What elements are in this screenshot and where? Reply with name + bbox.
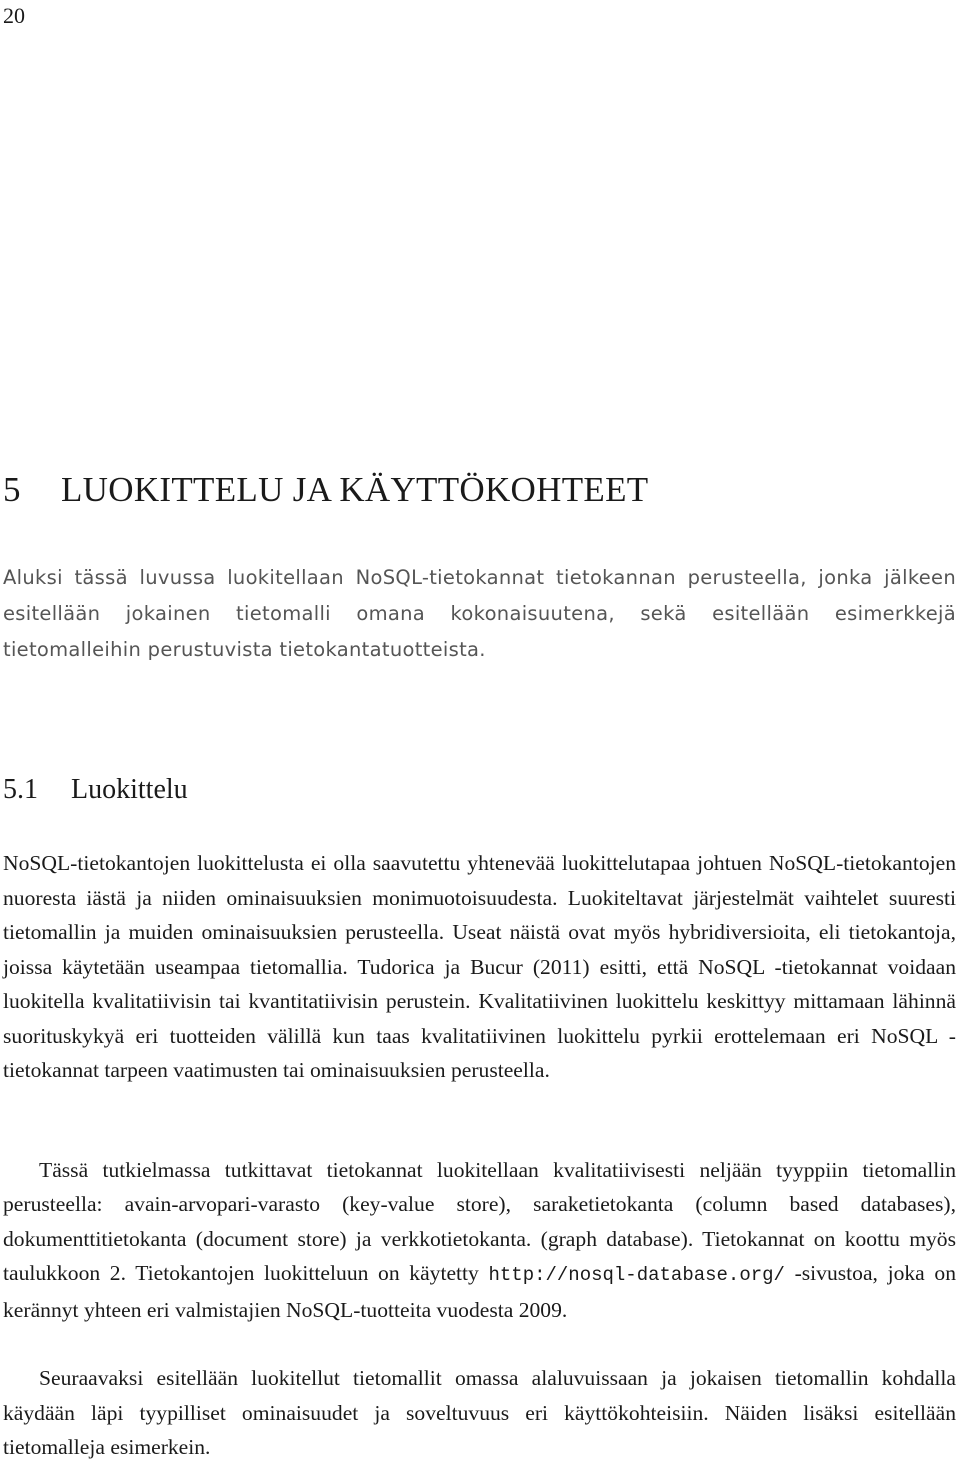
chapter-heading bbox=[3, 468, 953, 512]
paragraph-2-text-end: -sivustoa, joka on kerännyt yhteen eri valmistajien NoSQL-tuotteita vuodesta 2009. bbox=[3, 1261, 956, 1322]
chapter-number: 5 bbox=[3, 470, 21, 509]
chapter-title: LUOKITTELU JA KÄYTTÖKOHTEET bbox=[61, 470, 649, 509]
paragraph-2-text-start: Tässä tutkielmassa tutkittavat tietokannat luokitellaan kvalitatiivisesti neljään tyyppiin tietomallin perusteella: avain-arvopari-varasto (key-value store), saraketietokanta (column based databases), dokumenttitietokanta (document store) ja verkkotietokanta. (graph database). Tietokannat on koottu myös taulukkoon 2. Tietokantojen luokitteluun on käytetty bbox=[3, 1158, 956, 1286]
section-heading bbox=[3, 772, 188, 808]
paragraph-3-text: Seuraavaksi esitellään luokitellut tietomallit omassa alaluvuissaan ja jokaisen tietomallin kohdalla käydään läpi tyypilliset ominaisuudet ja soveltuvuus eri käyttökohteisiin. Näiden lisäksi esitellään tietomalleja esimerkein. bbox=[3, 1366, 956, 1459]
body-paragraph-1: NoSQL-tietokantojen luokittelusta ei olla saavutettu yhtenevää luokittelutapaa johtuen NoSQL-tietokantojen nuoresta iästä ja niiden ominaisuuksien monimuotoisuudesta. Luokiteltavat järjestelmät vaihtelet suuresti tietomallin ja muiden ominaisuuksien perusteella. Useat näistä ovat myös hybridiversioita, eli tietokantoja, joissa käytetään useampaa tietomallia. Tudorica ja Bucur (2011) esitti, että NoSQL -tietokannat voidaan luokitella kvalitatiivisin tai kvantitatiivisin perustein. Kvalitatiivinen luokittelu keskittyy mittamaan lähinnä suorituskykyä eri tuotteiden välillä kun taas kvalitatiivinen luokittelu pyrkii erottelemaan eri NoSQL -tietokannat tarpeen vaatimusten tai ominaisuuksien perusteella. bbox=[3, 851, 956, 1082]
body-paragraph-3 bbox=[3, 1361, 956, 1465]
section-number: 5.1 bbox=[3, 774, 38, 805]
url-link[interactable]: http://nosql-database.org/ bbox=[488, 1264, 785, 1287]
chapter-intro-paragraph: Aluksi tässä luvussa luokitellaan NoSQL-tietokannat tietokannan perusteella, jonka jälkeen esitellään jokainen tietomalli omana kokonaisuutena, sekä esitellään esimerkkejä tietomalleihin perustuvista tietokantatuotteista. bbox=[3, 566, 956, 661]
page-number: 20 bbox=[3, 3, 25, 28]
body-paragraph-2 bbox=[3, 1153, 956, 1327]
section-title: Luokittelu bbox=[71, 774, 188, 805]
